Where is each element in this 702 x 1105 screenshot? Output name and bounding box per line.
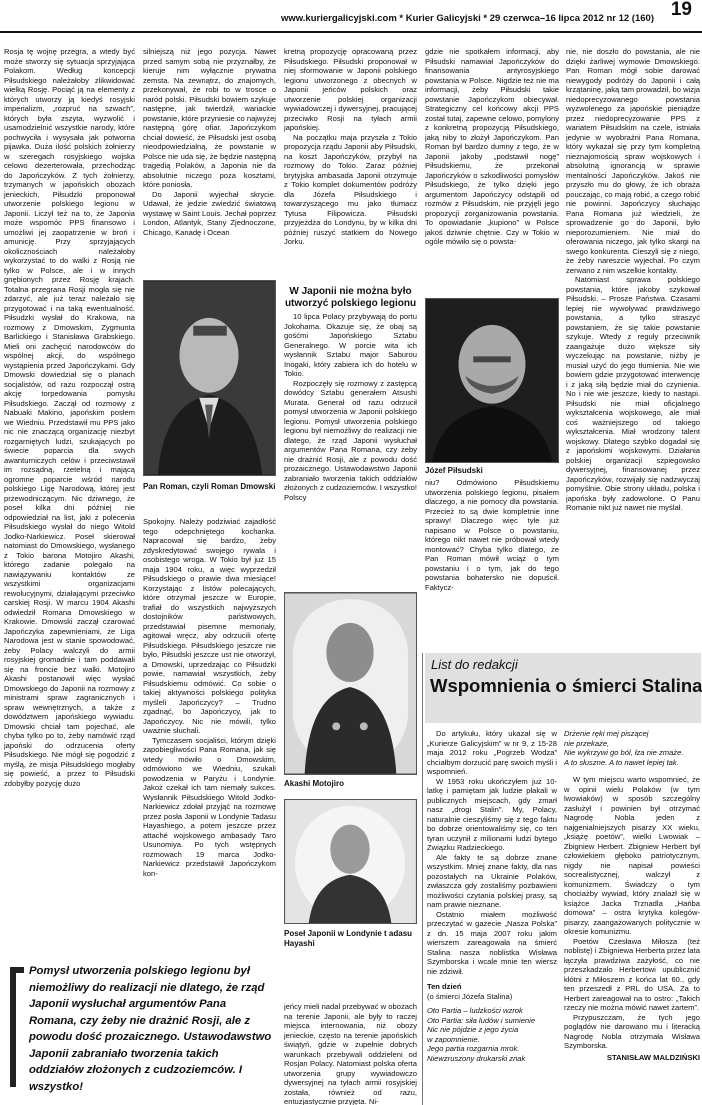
letter-box [422, 653, 702, 1105]
publication-name: Kurier Galicyjski [405, 13, 481, 24]
paragraph: Do Japonii wyjechał skrycie. Udawał, że jedzie zwiedzić światową wystawę w Saint Louis. Jechał poprzez London, Atlantyk, Stany Zjednoczone, Chicago, Kanadę i Ocean [143, 189, 276, 237]
poem-line: Niewzruszony drukarski znak [427, 1053, 526, 1063]
website-url[interactable]: www.kuriergalicyjski.com [280, 13, 397, 24]
header-line: www.kuriergalicyjski.com * Kurier Galicyjski * 29 czerwca–16 lipca 2012 nr 12 (160) [280, 13, 654, 24]
article-column-3-middle [284, 312, 417, 588]
article-column-2-top [143, 47, 276, 273]
article-column-3-bottom [284, 1002, 417, 1105]
section-heading-legion: W Japonii nie można było utworzyć polskiego legionu [284, 286, 417, 309]
paragraph: Ostatnio miałem możliwość przeczytać w gazecie „Nasza Polska” z dn. 15 maja 2007 roku jakim wierszem zareagowała na śmierć Stalina nasza noblistka Wisława Szymborska i wcale mnie ten wiersz nie zdziwił. [427, 909, 557, 976]
photo-jozef-pilsudski [425, 298, 559, 463]
paragraph: Rosja tę wojnę przegra, a wtedy być może stworzy się sytuacja sprzyjająca Polakom. Według koncepcji Piłsudskiego należałoby zlikwidować wielką Rosję. Pociąć ją na elementy z których utworzy ją kiedyś rosyjski imperializm, „rozpruć na szwach”, których była zszyta, wyzwolić i usamodzielnić wszystkie narody, które pochwyciła i wysysała jak potworna pijawka. Duża ilość polskich żołnierzy w szeregach rosyjskiego wojska celowo dezerterowała, przechodząc do Japończyków. Z tych żołnierzy, trzymanych w japońskich obozach jenieckich, Piłsudzki proponował utworzenie polskiego legionu w Japonii. Liczył też na to, że Japonia może wspomóc PPS finansowo i umożliwi jej zaopatrzenie w broń i amunicję. Przy sprzyjających okolicznościach należałoby wykorzystać to do walki z Rosją nie tylko w Polsce, ale i w innych gnębionych przez Rosję krajach. Totalna przegrana Rosji mogła się nie zdarzyć, ale już teraz należało się przygotować i na taką ewentualność. Piłsudzki wysłał do Krakowa, na rozmowy z Dmowskim, Zygmunta Barlickiego i Stanisława Grabskiego. Mieli oni zachęcić narodowców do wspólnej akcji, do wspólnego wystąpienia przed Japończykami. Gdy Dmowski dowiedział się o planach socjalistów, od razu rozpoczął ostrą akcję torpedowania pomysłu Piłsudskiego. Zaczął od rozmowy z Nabuaki Makino, japońskim posłem we Wiedniu. Przedstawił mu PPS jako nic nie znaczącą organizację niezbyt rozgarniętych ludzi, szukających po świecie poparcia dla swych awanturniczych celów i przeciwstawił im rozsądną, rzetelną i mającą ogromne poparcie wśród narodu polskiego Ligę Narodową, której jest przewodniczącym. Nic dziwnego, że poseł kilka dni później nie odpowiedział na list, jaki z polecenia Piłsudskiego wysłał do niego Witold Jodko-Narkiewicz. Poseł skierował natomiast do Dmowskiego, wysłanego z Tokio barona Motojiro Akashi, którego zadanie polegało na nawiązywaniu kontaktów ze wszystkimi organizacjami rewolucyjnymi, działającymi przeciwko carskiej Rosji. W marcu 1904 Akashi odwiedził Romana Dmowskiego w Krakowie. Dmowski zaczął czarować Japończyka zapewnieniami, że Liga Narodowa jest w stanie spowodować, żeby Polacy walczyli do armii rosyjskiej gromadnie i tam poddawali się na froncie bez walki. Motojiro Akashi postanowił więc wysłać Dmowskiego do Japonii na rozmowy z ministrami spraw zagranicznych i spraw wewnętrznych, a także z dowództwem japońskiego wywiadu. Dmowski chciał tam pojechać, ale chyba tylko po to, żeby namówić rząd japoński do odrzucenia oferty Piłsudskiego. Nie mógł się pogodzić z myślą, że misja Piłsudskiego mogłaby się powieść, a przez to Piłsudski zdobyłby pozycję dużo [4, 47, 135, 788]
letter-signature: STANISŁAW MALDZIŃSKI [606, 1052, 700, 1062]
article-column-4-bottom [425, 478, 559, 650]
photo-tadasu-hayashi [284, 799, 417, 924]
article-column-3-top [284, 47, 417, 281]
paragraph: 10 lipca Polacy przybywają do portu Jokohama. Okazuje się, że obaj są gośćmi Japońskiego Sztabu Generalnego. W porcie wita ich wysłannik Sztabu major Saburou Inogaki, który zabiera ich do hotelu w Tokio. [284, 312, 417, 378]
paragraph: niu? Odmówiono Piłsudskiemu utworzenia polskiego legionu, pisałem dlaczego, a nie pomocy dla powstania. Przecież to są dwie kompletnie inne sprawy! Dlaczego więc tyle już napisano w Polsce o powstaniu, którego nikt nawet nie próbował wtedy montować? Chyba tylko dlatego, że Pan Roman mówił wciąż o tym powstaniu i o tym, jak do tego powstania bohatersko nie dopuścił. Faktycz- [425, 478, 559, 592]
letter-title: Wspomnienia o śmierci Stalina [430, 675, 702, 696]
article-column-4-top [425, 47, 559, 291]
paragraph: gdzie nie spotkałem informacji, aby Piłsudski namawiał Japończyków do finansowania antyrosyjskiego powstania w Polsce. Nigdzie też nie ma informacji, żeby Piłsudski takie powstanie Japończykom obiecywał. Strategiczny cel końcowy akcji PPS został tutaj, zapewne celowo, pomylony z konkretną propozycją Piłsudskiego, jaką niby to złożył Japończykom. Pan Roman był bardzo dumny z tego, że w Japonii jakoby „podstawił nogę” Piłsudskiemu, że przekonał Japończyków o szkodliwości pomysłów Piłsudskiego, że tylko dzięki jego argumentom Japończycy odstąpili od rozmów z Piłsudskim, nie przyjęli jego propozycji zorganizowania powstania. To opowiadanie „kupiono” w Polsce jakoś dziwnie chętnie. Czy w Tokio w ogóle mówiło się o powsta- [425, 47, 559, 246]
paragraph: jeńcy mieli nadal przebywać w obozach na terenie Japonii, ale były to raczej miejsca internowania, niż obozy jenieckie, często na terenie japońskich świątyń, gdzie w zupełnie dobrych warunkach przebywali oddzieleni od Rosjan Polacy. Natomiast polska oferta utworzenia grupy wywiadowczo dywersyjnej na tyłach armii rosyjskiej została, również od razu, entuzjastycznie przyjęta. Ni- [284, 1002, 417, 1105]
portrait-icon [285, 800, 416, 923]
paragraph: Przypuszczam, że tych jego poglądów nie darowano mu i literacką Nagrodę Nobla otrzymała Wisława Szymborska. [564, 1012, 700, 1050]
letter-column-2 [564, 729, 700, 1103]
letter-title-band [425, 653, 701, 723]
poem-title: Ten dzień [427, 982, 462, 991]
portrait-icon [426, 299, 558, 462]
portrait-icon [285, 593, 416, 774]
caption-akashi: Akashi Motojiro [284, 779, 345, 788]
poem-line: Drżenie ręki mej piszącej [564, 729, 649, 738]
issue-info: 29 czerwca–16 lipca 2012 nr 12 (160) [489, 13, 654, 24]
caption-hayashi: Poseł Japonii w Londynie t adasu Hayashi [284, 929, 413, 948]
article-column-1 [4, 47, 135, 955]
pull-quote [4, 955, 276, 1103]
poem-line: A to słuszne. A to nawet lepiej tak. [564, 757, 679, 767]
paragraph: Tymczasem socjaliści, którym dzięki zapobiegliwości Pana Romana, jak się wtedy mówiło o Dmowskim, odmówiono we Wiedniu, szukali powodzenia w Paryżu i Londynie. Jakoż czekał ich tam niemały sukces. Wysłannik Piłsudskiego Witold Jodko-Narkiewicz zdołał przyjąć na rozmowę przez posła Japonii w Londynie Tadasu Hayashiego, a potem jeszcze przez attaché wojskowego ambasady Taro Usunomiya. Po tych wstępnych rozmowach 19 marca Jodko-Narkiewicz przedstawił Japończykom kon- [143, 735, 276, 878]
photo-akashi-motojiro [284, 592, 417, 775]
paragraph: silniejszą niż jego pozycja. Nawet przed samym sobą nie przyznałby, że kieruje nim wyłącznie prywatna zemsta. Na zewnątrz, do znajomych, przekonywał, że robi to w trosce o naród polski. Piłsudski bowiem szykuje następne, jak twierdził, wariackie powstanie, które przyniesie co najwyżej następną górę ofiar. Japończykom chciał dowieść, że Piłsudski jest osobą nieodpowiedzialną, że powstanie w Polsce nie uda się, że będzie następną tragedią Polaków, a Japonia nie da absolutnie niczego poza kosztami, które poniosła. [143, 47, 276, 189]
paragraph: W tym miejscu warto wspomnieć, że w opinii wielu Polaków (w tym lwowiaków) w sposób szczególny zasłużył i powinien był otrzymać Nagrodę Nobla jeden z najgenialniejszych pisarzy XX wieku, „książę poetów”, wielki Lwowiak – Zbigniew Herbert. Zbigniew Herbert był człowiekiem głęboko patriotycznym, nigdy nie napisał powieści socrealistycznej, walczył z komunizmem. Świadczy o tym chociażby wywiad, który znalazł się w książce Jacka Trznadla „Hańba domowa” – ostra krytyka kolegów-pisarzy, zaangażowanych politycznie w okresie komunizmu. [564, 775, 700, 936]
paragraph: Ale fakty te są dobrze znane wszystkim. Mniej znane fakty, dla nas pozostałych na Ukrainie Polaków, zwłaszcza gdy zostaliśmy pozbawieni możliwości czytania polskiej prasy, są nam prawie nieznane. [427, 852, 557, 909]
letter-column-1 [427, 729, 557, 1103]
article-column-5 [566, 47, 700, 650]
letter-box-rule [422, 653, 423, 1105]
poem-line: Nic nie pójdzie z jego życia [427, 1025, 519, 1034]
caption-roman-dmowski: Pan Roman, czyli Roman Dmowski [143, 482, 276, 491]
poem-line: Oto Partia – ludzkości wzrok [427, 1006, 523, 1015]
paragraph: Na początku maja przyszła z Tokio propozycja rządu Japonii aby Piłsudski, na koszt Japończyków, przybył na rozmowy do Tokio. Zaraz później brytyjska ambasada Japonii otrzymuje z Tokio komplet dokumentów podróży dla Józefa Piłsudskiego i towarzyszącego mu jako tłumacz Tytusa Filipowicza. Piłsudski przyjeżdża do Londynu, by w kilka dni później ruszyć statkiem do Nowego Jorku. [284, 132, 417, 246]
poem-line: nie przekaże, [564, 738, 610, 748]
header-rule [0, 31, 702, 33]
caption-pilsudski: Józef Piłsudski [425, 466, 483, 475]
paragraph: Poetów Czesława Miłosza (też noblistę) i Zbigniewa Herberta przez lata łączyła prawdziwa zażyłość, co nie przeszkadzało Herbertowi upublicznić kłótni z Miłoszem z końca lat 60., gdy ten przeszedł z PRL do USA. Za to Herbert zareagował na to ostro: „Takich rzeczy nie można mówić nawet żartem”. [564, 936, 700, 1012]
paragraph: nie, nie doszło do powstania, ale nie dzięki żarliwej wymowie Dmowskiego. Pan Roman mógł sobie darować niewygody podróży do Japonii i całą krzątaninę, jaką tam prowadził, bo wizja niedoprecyzowanego powstania wyzwolenego za japońskie pieniądze przez niedoprecyzowanie PPS z wariatem Piłsudskim na czele, istniała jedynie w wyobraźni Pana Romana, który wykazał się przy tym kompletną nieznajomością spraw wojskowych i absolutną ignorancją w sprawie mentalności Japończyków. Jakoś nie przyszło mu do głowy, że ich obraża pouczając, co mają robić, a czego robić nie powinni. Japończycy słuchając Pana Romana już wiedzieli, że sprowadzenie go do Japonii, było nieporozumieniem. Nie miał do oferowania niczego, jak tylko skargi na swego konkurenta. Cieszyli się z niego, że żeby nareszcie wyjechał. Po czym zerwano z nim wszelkie kontakty. [566, 47, 700, 275]
page-header [0, 0, 702, 34]
pull-quote-text: Pomysł utworzenia polskiego legionu był niemożliwy do realizacji nie dlatego, że rząd Japonii wysłuchał argumentów Pana Romana, czy żeby nie drażnić Rosji, ale z powodu dość prozaicznego. Ustawodawstwo Japonii zabraniało tworzenia takich oddziałów złożonych z cudzoziemców. I wszystko! [29, 965, 272, 1093]
poem-line: w zapomnienie. [427, 1034, 480, 1044]
paragraph: W 1953 roku ukończyłem już 10-latkę i pamiętam jak ludzie płakali w publicznych miejscach, gdy zmarł nasz „drogi Stalin”. My, Polacy, naturalnie cieszyliśmy się z tego faktu bo dobrze orientowaliśmy się, co ten tyran uczynił z milionami ludzi bytego Związku Radzieckiego. [427, 776, 557, 852]
paragraph: Natomiast sprawa polskiego powstania, które jakoby szykował Piłsudski. – Prosze Państwa. Czasami lepiej nie wywoływać prawdziwego powstania, a tylko straszyć powstaniem, że się takie powstanie szykuje. Wtedy z reguły przeciwnik zaangażuje dużo większe siły wyczekując na powstanie, niżby je musiał użyć do jego tłumienia. Nie wie bowiem gdzie przygotować interwencję i z jaką siłą będzie miał do czynienia. No i nie wie jeszcze, kiedy to nastąpi. Piłsudski nie miał oficjalnego wykształcenia wojskowego, ale miał coś ważniejszego od takiego wykształcenia. Miał wrodzony talent wojskowy. Dlatego szybko dogadał się z japońskimi wojskowymi. Działania polskiej organizacji szpiegowsko dywersyjnej, finansowanej przez Japończyków, rozwijały się nadzwyczaj pomyślnie. Obie strony układu, polska i japońska były zadowolone. O Panu Romanie nikt już nawet nie myślał. [566, 275, 700, 512]
letter-section-label: List do redakcji [431, 657, 518, 672]
quote-bar-icon [10, 967, 16, 1087]
paragraph: kretną propozycję opracowaną przez Piłsudskiego. Piłsudski proponował w niej sformowanie w Japonii polskiego legionu utworzonego z obecnych w Japonii jeńców polskich oraz utworzenie polskiej organizacji wywiadowczej i dywersyjnej, pracującej przeciwko Rosji na tyłach armii japońskiej. [284, 47, 417, 132]
poem-line: Nie wykrzywi go ból, łza nie zmaże. [564, 748, 684, 757]
poem-subtitle: (o śmierci Józefa Stalina) [427, 991, 513, 1001]
photo-roman-dmowski [143, 280, 276, 476]
paragraph: Rozpoczęły się rozmowy z zastępcą dowódcy Sztabu generałem Atsushi Murata. Generał od razu odrzucił pomysł utworzenia w Japonii polskiego legionu. Pomysł utworzenia polskiego legionu był niemożliwy do realizacji nie dlatego, że rząd Japonii wysłuchał argumentów Pana Romana, czy żeby nie drażnić Rosji, ale z powodu dość prozaicznego. Ustawodawstwo Japonii zabraniało tworzenia takich oddziałów złożonych z cudzoziemców. I wszystko! Polscy [284, 378, 417, 502]
paragraph: Spokojny. Należy podziwiać zajadłość tego odepchniętego kochanka. Napracował się bardzo, żeby zdyskredytować swojego rywala i osobistego wroga. W Tokio był już 15 maja 1904 roku, a więc wyprzedził Piłsudskiego o prawie dwa miesiące! Korzystając z listów polecających, które otrzymał jeszcze w Europie, trafiał do wszystkich najwyższych dostojników państwowych, przedstawiał pisemne memoriały, agitował wręcz, aby odrzucili ofertę Piłsudskiego. Piłsudskiego jeszcze nie było, Piłsudski jeszcze ust nie otworzył, a Dmowski, uprzedzając co Piłsudzki powie, namawiał wszystkich, żeby Piłsudskiemu odmówić. Co sobie o takiej aktywności polskiego polityka myśleli Japończycy? – Trudno zgadnąć, bo Japończycy, jak to Japończycy. Nic nie mówili, tylko uważnie słuchali. [143, 517, 276, 735]
poem-line: Jego partia rozgarnia mrok. [427, 1044, 520, 1053]
portrait-icon [144, 281, 275, 475]
page-number: 19 [670, 0, 692, 20]
article-column-2-bottom [143, 517, 276, 951]
paragraph: Do artykułu, który ukazał się w „Kurierze Galicyjskim” w nr 9, z 15-28 maja 2012 roku „Pogrzeb Wodza” chciałbym dorzucić parę swoich myśli i wspomnień. [427, 729, 557, 776]
quote-tick-icon [10, 967, 24, 973]
poem-line: Oto Partia: siła ludów i sumienie [427, 1015, 536, 1025]
